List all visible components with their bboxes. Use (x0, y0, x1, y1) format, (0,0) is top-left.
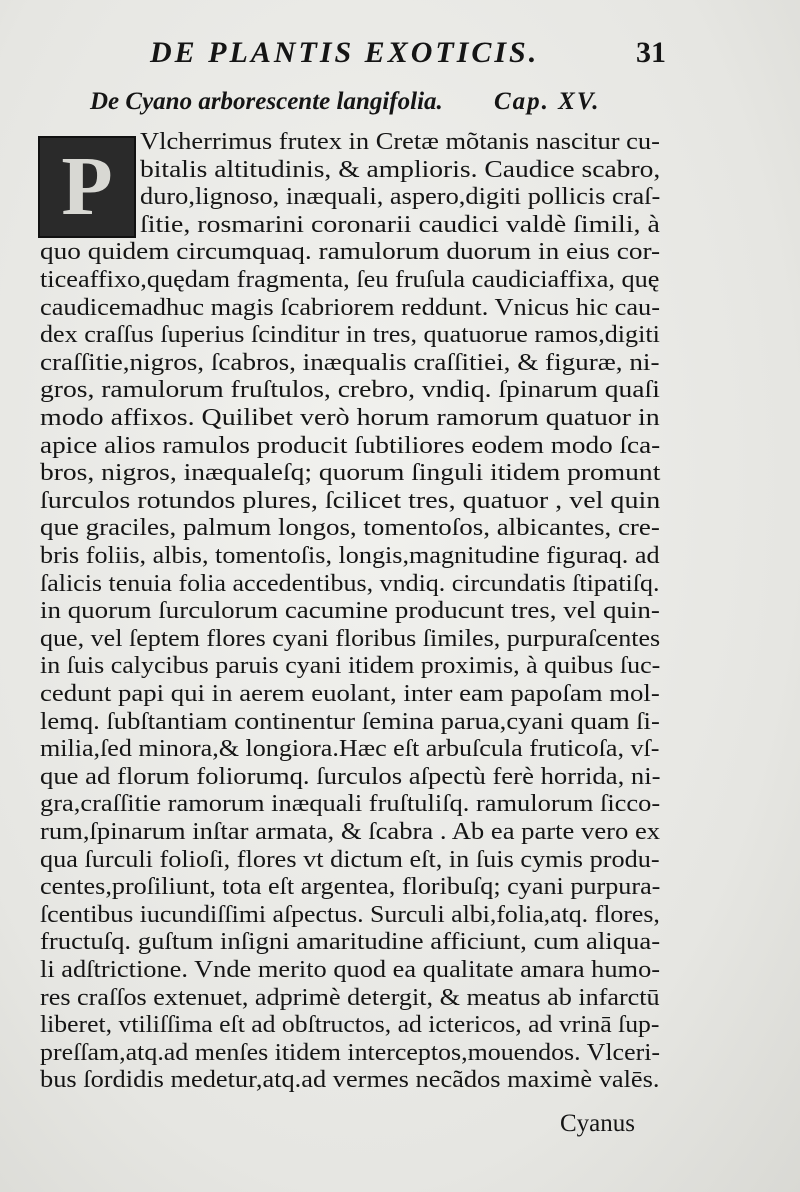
text-line: milia,ſed minora,& longiora.Hæc eſt arbuſcula fruticoſa, vſ- (40, 736, 660, 763)
text-line: lemq. ſubſtantiam continentur ſemina parua,cyani quam ſi- (40, 708, 660, 735)
text-line: ticeaffixo,quędam fragmenta, ſeu fruſula caudiciaffixa, quę (40, 267, 660, 293)
text-line: res craſſos extenuet, adprimè detergit, & meatus ab infarctū (40, 984, 660, 1011)
text-line: craſſitie,nigros, ſcabros, inæqualis craſſitiei, & figuræ, ni- (40, 349, 660, 376)
text-line: in quorum ſurculorum cacumine producunt tres, vel quin- (40, 598, 660, 625)
text-line: bris foliis, albis, tomentoſis, longis,magnitudine figuraq. ad (40, 543, 660, 569)
text-line: caudicemadhuc magis ſcabriorem reddunt. Vnicus hic cau- (40, 294, 661, 321)
running-head (0, 36, 800, 80)
text-line: centes,proſiliunt, tota eſt argentea, floribuſq; cyani purpura- (40, 874, 661, 901)
running-title: DE PLANTIS EXOTICIS. (150, 36, 540, 69)
text-line: rum,ſpinarum inſtar armata, & ſcabra . Ab ea parte vero ex (40, 819, 661, 845)
text-line: que, vel ſeptem flores cyani floribus ſimiles, purpuraſcentes (40, 625, 661, 652)
chapter-title: De Cyano arborescente langifolia. (90, 88, 443, 115)
chapter-number: Cap. XV. (494, 88, 601, 115)
text-line: que ad florum foliorumq. ſurculos aſpectù ferè horrida, ni- (40, 763, 661, 790)
text-line: ſalicis tenuia folia accedentibus, vndiq. circundatis ſtipatiſq. (40, 570, 660, 597)
text-line: quo quidem circumquaq. ramulorum duorum in eius cor- (40, 239, 661, 266)
text-line: liberet, vtiliſſima eſt ad obſtructos, ad ictericos, ad vrinā ſup- (40, 1012, 660, 1039)
text-line: apice alios ramulos producit ſubtiliores eodem modo ſca- (40, 432, 661, 459)
text-line: que graciles, palmum longos, tomentoſos, albicantes, cre- (40, 515, 660, 542)
text-line: in ſuis calycibus paruis cyani itidem proximis, à quibus ſuc- (40, 653, 661, 680)
text-line: bus ſordidis medetur,atq.ad vermes necãdos maximè valēs. (40, 1067, 660, 1094)
initial-letter: P (61, 140, 113, 233)
catchword: Cyanus (560, 1110, 635, 1137)
text-line: cedunt papi qui in aerem euolant, inter eam papoſam mol- (40, 681, 660, 707)
text-line: modo affixos. Quilibet verò horum ramorum quatuor in (40, 405, 660, 431)
text-line: preſſam,atq.ad menſes itidem interceptos,mouendos. Vlceri- (40, 1039, 661, 1066)
decorated-initial (38, 136, 136, 238)
text-line: ſitie, rosmarini coronarii caudici valdè ſimili, à (140, 211, 660, 238)
text-line: gra,craſſitie ramorum inæquali fruſtuliſq. ramulorum ſicco- (40, 791, 661, 818)
text-line: li adſtrictione. Vnde merito quod ea qualitate amara humo- (40, 957, 661, 983)
chapter-heading (90, 88, 750, 124)
text-line: Vlcherrimus frutex in Cretæ mõtanis nascitur cu- (140, 129, 660, 155)
text-line: duro,lignoso, inæquali, aspero,digiti pollicis craſ- (140, 184, 661, 211)
text-line: fructuſq. guſtum inſigni amaritudine afficiunt, cum aliqua- (40, 929, 661, 956)
text-line: bitalis altitudinis, & amplioris. Caudice scabro, (140, 156, 661, 183)
text-line: ſurculos rotundos plures, ſcilicet tres, quatuor , vel quin (40, 487, 661, 514)
text-line: dex craſſus ſuperius ſcinditur in tres, quatuorue ramos,digiti (40, 322, 660, 349)
text-line: gros, ramulorum fruſtulos, crebro, vndiq. ſpinarum quaſi (40, 377, 660, 404)
text-line: bros, nigros, inæqualeſq; quorum ſinguli itidem promunt (40, 460, 661, 487)
text-line: qua ſurculi folioſi, flores vt dictum eſt, in ſuis cymis produ- (40, 846, 660, 873)
page-number: 31 (636, 36, 666, 69)
text-line: ſcentibus iucundiſſimi aſpectus. Surculi albi,folia,atq. flores, (40, 901, 660, 928)
